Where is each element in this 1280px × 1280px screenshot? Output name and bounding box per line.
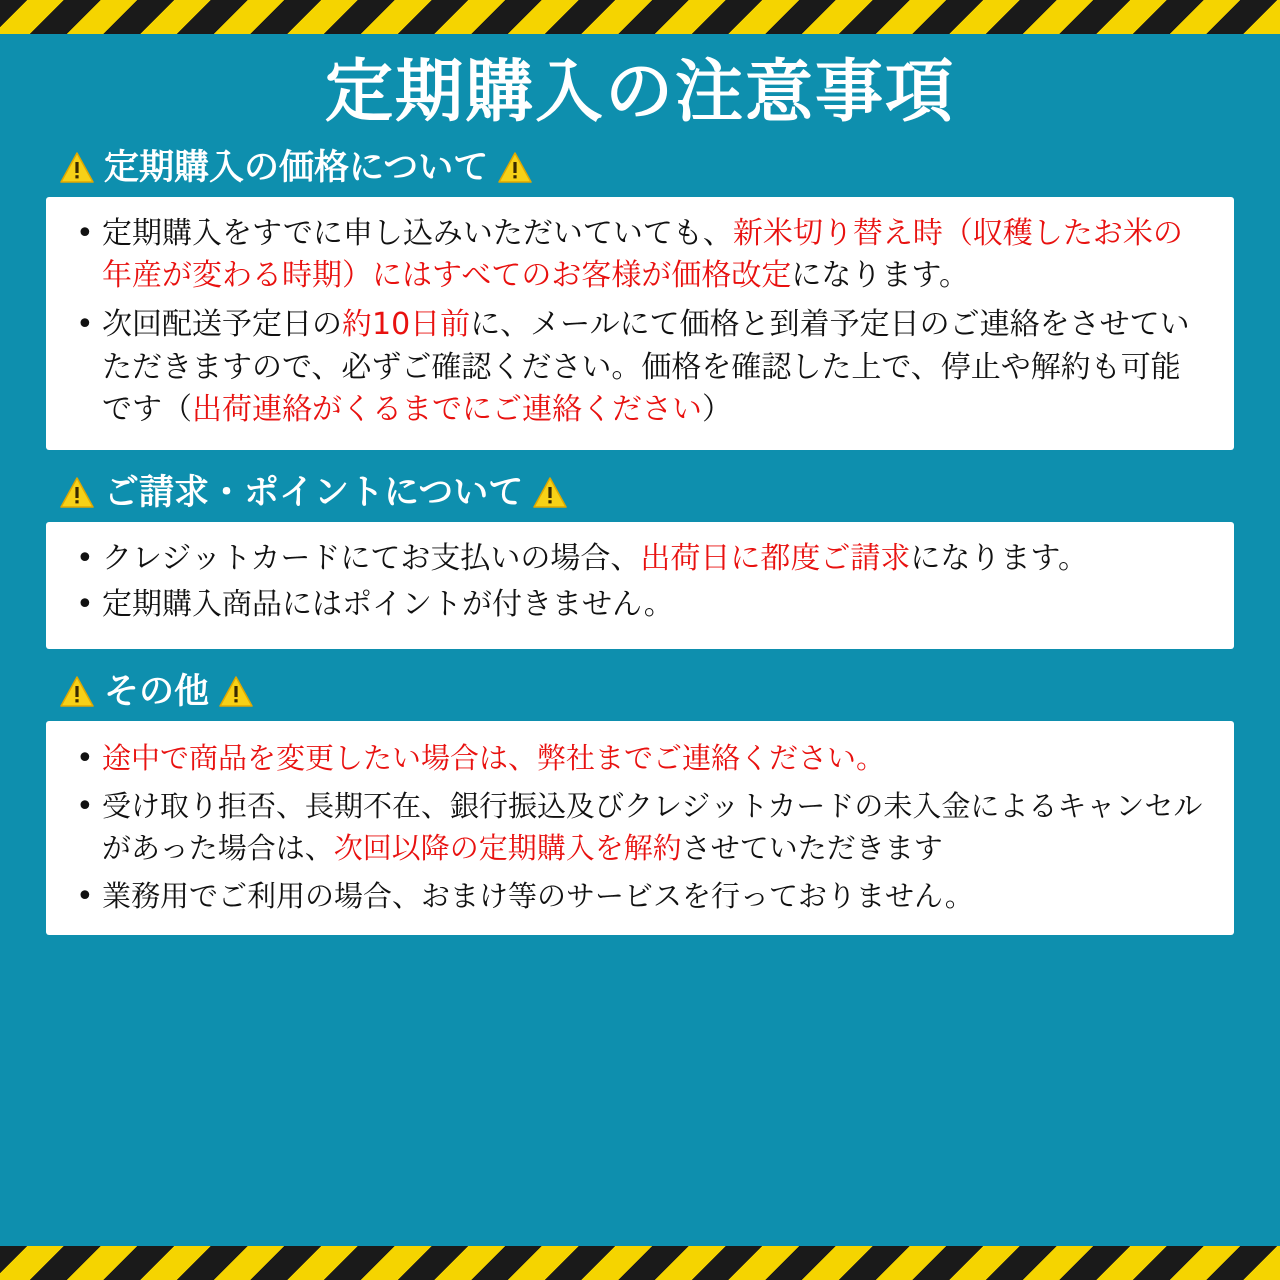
list-item — [102, 213, 1208, 298]
warning-icon — [498, 152, 532, 183]
text-run: になります。 — [791, 258, 970, 294]
section-heading-label: 定期購入の価格について — [104, 147, 489, 188]
warning-icon — [219, 676, 253, 707]
list-item — [102, 538, 1208, 581]
warning-icon — [60, 477, 94, 508]
section-card-billing — [46, 522, 1234, 649]
text-run-highlight: 途中で商品を変更したい場合は、弊社までご連絡ください。 — [102, 740, 886, 775]
text-run: 定期購入をすでに申し込みいただいていても、 — [102, 215, 733, 251]
notice-list — [72, 737, 1208, 917]
notice-list — [72, 538, 1208, 627]
text-run-highlight: 次回以降の定期購入を解約 — [333, 831, 682, 866]
section-heading-billing — [60, 472, 1234, 514]
text-run: になります。 — [910, 540, 1088, 576]
text-run: 業務用でご利用の場合、おまけ等のサービスを行っておりません。 — [102, 879, 974, 914]
text-run-highlight: 新米切り替え時（収穫したお米の年産が変わる時期）にはすべてのお客様が価格改定 — [102, 215, 1183, 294]
text-run: 受け取り拒否、長期不在、銀行振込及びクレジットカードの未入金によるキャンセルがあった場合は、 — [102, 789, 1203, 866]
section-heading-label: その他 — [104, 671, 210, 712]
text-run: に、メールにて価格と到着予定日のご連絡をさせていただきますので、必ずご確認ください。価格を確認した上で、停止や解約も可能です（ — [102, 306, 1190, 428]
list-item — [102, 737, 1208, 779]
warning-icon — [60, 676, 94, 707]
text-run: 次回配送予定日の — [102, 306, 342, 342]
hazard-stripe-bottom — [0, 1246, 1280, 1280]
text-run-highlight: 約10日前 — [342, 306, 471, 342]
list-item — [102, 785, 1208, 869]
list-item — [102, 304, 1208, 432]
section-card-price — [46, 197, 1234, 450]
warning-icon — [533, 477, 567, 508]
text-run: クレジットカードにてお支払いの場合、 — [102, 540, 641, 576]
hazard-stripe-top — [0, 0, 1280, 34]
list-item — [102, 584, 1208, 627]
section-heading-other — [60, 671, 1234, 713]
notice-page — [0, 34, 1280, 1246]
text-run-highlight: 出荷連絡がくるまでにご連絡ください — [192, 392, 702, 428]
warning-icon — [60, 152, 94, 183]
section-heading-label: ご請求・ポイントについて — [104, 472, 524, 513]
section-heading-price — [60, 147, 1234, 189]
section-card-other — [46, 721, 1234, 935]
text-run: させていただきます — [681, 831, 943, 866]
notice-list — [72, 213, 1208, 432]
page-title: 定期購入の注意事項 — [324, 53, 955, 132]
text-run-highlight: 出荷日に都度ご請求 — [640, 540, 911, 576]
text-run: 定期購入商品にはポイントが付きません。 — [102, 587, 674, 623]
text-run: ） — [702, 392, 732, 428]
list-item — [102, 875, 1208, 917]
